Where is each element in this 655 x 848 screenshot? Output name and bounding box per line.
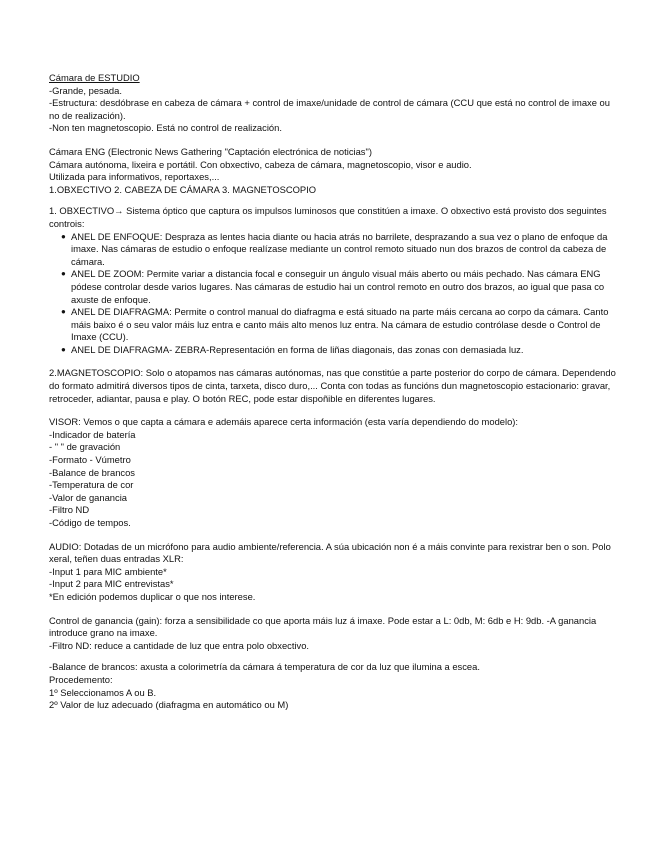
- section-camara-estudio: [49, 72, 619, 135]
- list-item: [61, 230, 619, 269]
- balance-line: -Balance de brancos: axusta a colorimetría da cámara á temperatura de cor da luz que ilumina a escea.: [49, 661, 480, 673]
- list-item-text: ANEL DE DIAFRAGMA- ZEBRA-Representación en forma de liñas diagonais, das zonas con demasiada luz.: [71, 343, 524, 355]
- section-obxectivo: [49, 205, 619, 356]
- estudio-line: -Estructura: desdóbrase en cabeza de cámara + control de imaxe/unidade de control de cámara (CCU que está no control de imaxe ou no de realización).: [49, 97, 610, 121]
- estudio-line: -Grande, pesada.: [49, 84, 122, 96]
- document-page: [49, 72, 619, 712]
- obxectivo-intro: 1. OBXECTIVO→ Sistema óptico que captura os impulsos luminosos que constitúen a imaxe. O obxectivo está provisto dos seguintes controis:: [49, 205, 607, 229]
- visor-item: -Código de tempos.: [49, 517, 131, 528]
- visor-item: -Indicador de batería: [49, 428, 136, 440]
- bullet-icon: ●: [61, 269, 66, 279]
- obxectivo-controls-list: [49, 231, 619, 357]
- list-item-text: ANEL DE ZOOM: Permite variar a distancia focal e conseguir un ángulo visual máis aberto ou máis pechado. Nas cámara ENG pódese controlar desde varios lugares. Nas cámaras de estudio hai un control remoto en outro dos brazos, ao igual que pasa co axuste de enfoque.: [71, 268, 605, 305]
- heading-camara-eng: Cámara ENG (Electronic News Gathering "Captación electrónica de noticias"): [49, 145, 372, 157]
- bullet-icon: ●: [61, 231, 66, 241]
- list-item-text: ANEL DE DIAFRAGMA: Permite o control manual do diafragma e está situado na parte máis cercana ao corpo da cámara. Canto máis baixo é o seu valor máis luz entra e canto máis alto menos luz entra. Na cámara de estudio contrólase desde o Control de Imaxe (CCU).: [71, 306, 609, 343]
- ganancia-line: Control de ganancia (gain): forza a sensibilidade co que aporta máis luz á imaxe. Pode estar a L: 0db, M: 6db e H: 9db. -A ganancia introduce grano na imaxe.: [49, 614, 597, 639]
- bullet-icon: ●: [61, 344, 66, 354]
- eng-line: Utilizada para informativos, reportaxes,...: [49, 171, 220, 183]
- section-magnetoscopio: [49, 367, 619, 405]
- list-item: [61, 268, 619, 306]
- audio-line: -Input 1 para MIC ambiente*: [49, 565, 167, 577]
- section-balance-brancos: [49, 661, 619, 711]
- list-item: [61, 306, 619, 344]
- visor-item: -Formato - Vúmetro: [49, 454, 131, 466]
- balance-line: 1º Seleccionamos A ou B.: [49, 686, 157, 698]
- visor-item: -Valor de ganancia: [49, 491, 128, 503]
- eng-line: Cámara autónoma, lixeira e portátil. Con obxectivo, cabeza de cámara, magnetoscopio, visor e audio.: [49, 158, 472, 170]
- section-visor: [49, 416, 619, 529]
- visor-item: - " " de gravación: [49, 441, 121, 453]
- audio-line: AUDIO: Dotadas de un micrófono para audio ambiente/referencia. A súa ubicación non é a máis convinte para rexistrar ben o son. Polo xeral, teñen duas entradas XLR:: [49, 540, 611, 565]
- section-camara-eng: [49, 146, 619, 196]
- audio-line: *En edición podemos duplicar o que nos interese.: [49, 590, 256, 602]
- eng-line: 1.OBXECTIVO 2. CABEZA DE CÁMARA 3. MAGNETOSCOPIO: [49, 183, 317, 195]
- ganancia-line: -Filtro ND: reduce a cantidade de luz que entra polo obxectivo.: [49, 639, 310, 651]
- magnetoscopio-text: 2.MAGNETOSCOPIO: Solo o atopamos nas cámaras autónomas, nas que constitúe a parte posterior do corpo de cámara. Dependendo do formato admitirá diversos tipos de cinta, tarxeta, disco duro,... Conta con todas as funcións dun magnetoscopio estacionario: gravar, retroceder, adiantar, pausa e play. O botón REC, pode estar dispoñible en diferentes lugares.: [49, 367, 616, 404]
- visor-item: -Filtro ND: [49, 504, 90, 516]
- balance-line: 2º Valor de luz adecuado (diafragma en automático ou M): [49, 699, 289, 711]
- estudio-line: -Non ten magnetoscopio. Está no control de realización.: [49, 122, 282, 134]
- audio-line: -Input 2 para MIC entrevistas*: [49, 578, 174, 590]
- bullet-icon: ●: [61, 307, 66, 317]
- visor-item: -Balance de brancos: [49, 466, 135, 478]
- balance-line: Procedemento:: [49, 673, 113, 685]
- heading-camara-estudio: Cámara de ESTUDIO: [49, 72, 140, 83]
- list-item: [61, 343, 619, 357]
- visor-item: -Temperatura de cor: [49, 479, 134, 491]
- visor-intro: VISOR: Vemos o que capta a cámara e ademáis aparece certa información (esta varía dependiendo do modelo):: [49, 416, 519, 428]
- section-ganancia: [49, 615, 619, 653]
- section-audio: [49, 541, 619, 604]
- list-item-text: ANEL DE ENFOQUE: Despraza as lentes hacia diante ou hacia atrás no barrilete, desprazando a sua vez o plano de enfoque da imaxe. Nas cámaras de estudio o enfoque realízase mediante un control remoto situado nun dos brazos de control da cabeza de cámara.: [71, 230, 608, 267]
